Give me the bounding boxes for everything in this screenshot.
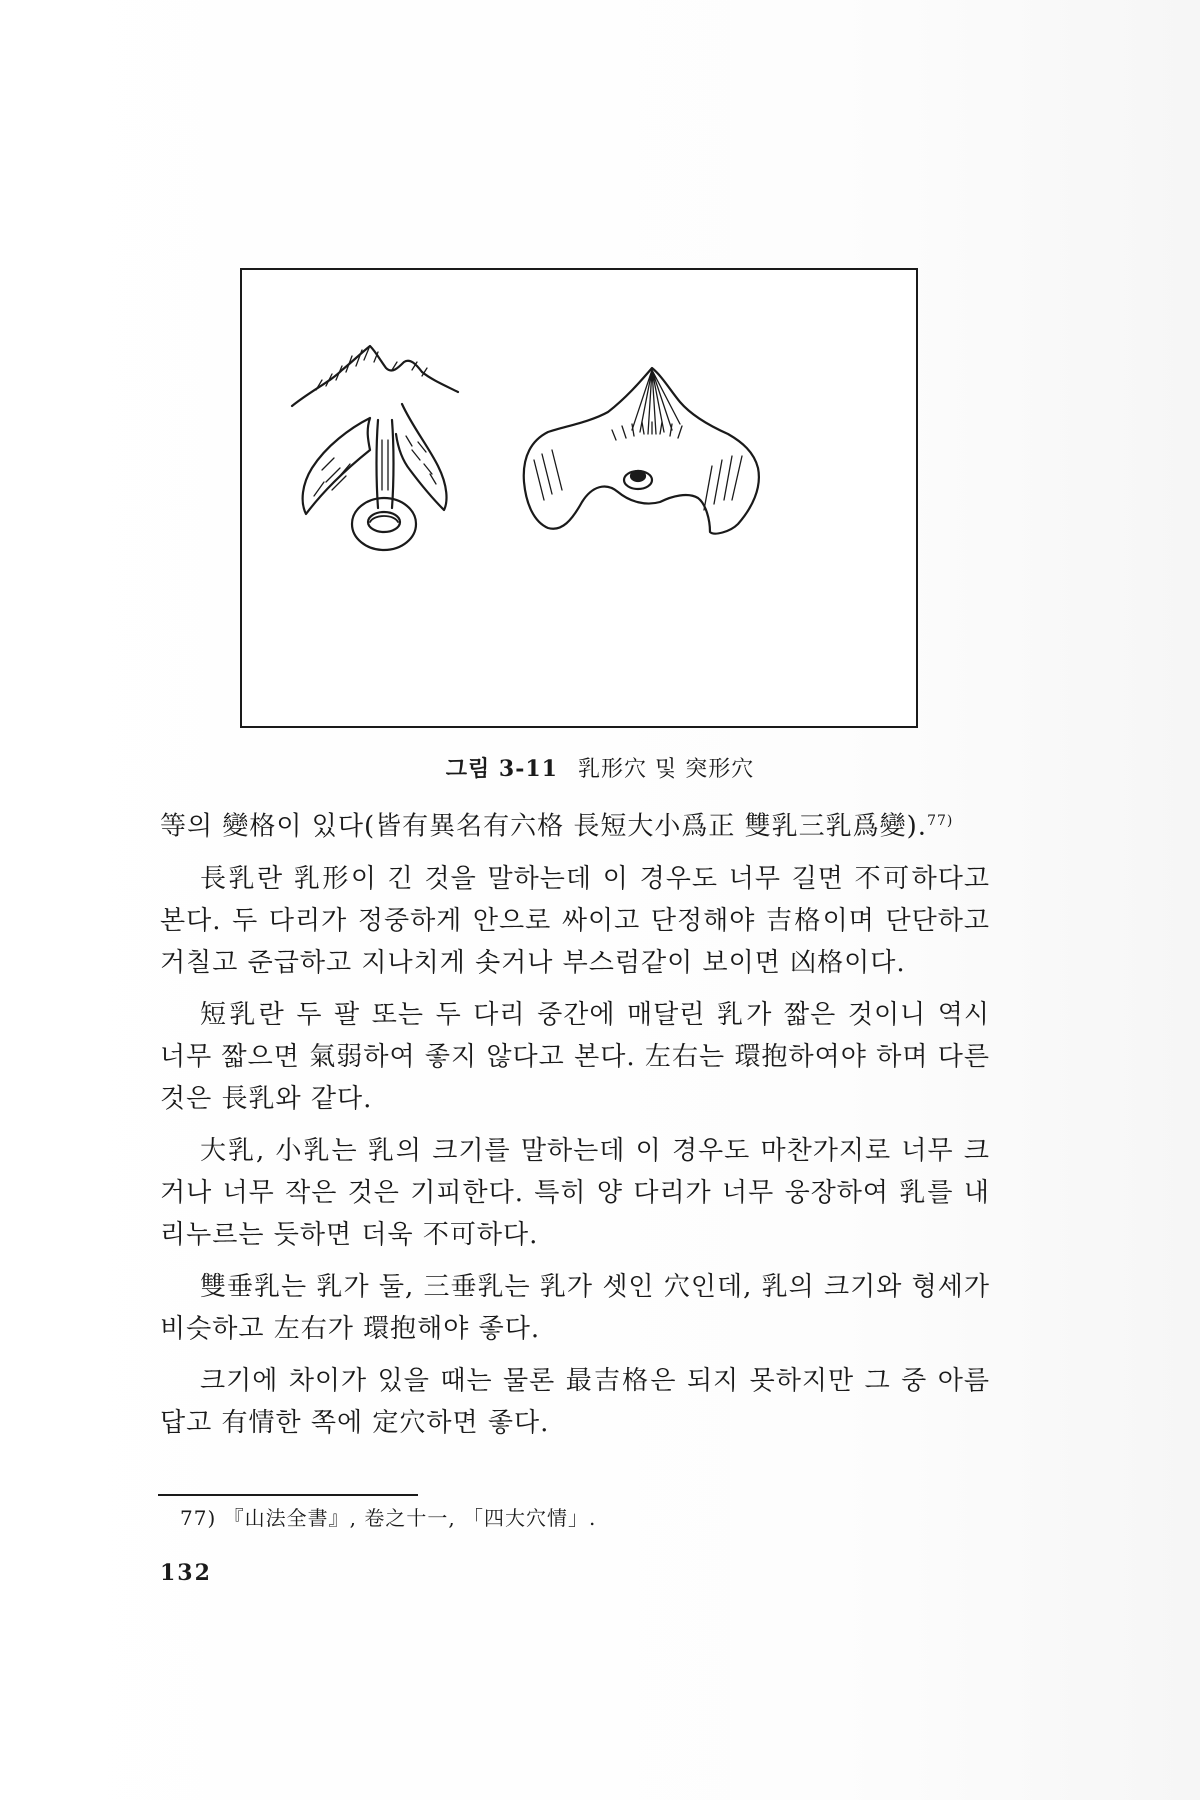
terrain-illustration <box>242 270 916 726</box>
footnote-divider <box>158 1494 418 1496</box>
paragraph-4: 大乳, 小乳는 乳의 크기를 말하는데 이 경우도 마찬가지로 너무 크거나 너무 작은 것은 기피한다. 특히 양 다리가 너무 웅장하여 乳를 내리누르는 듯하면 더욱 不可하다. <box>160 1135 990 1250</box>
paragraph-1-text: 等의 變格이 있다(皆有異名有六格 長短大小爲正 雙乳三乳爲變). <box>160 811 928 842</box>
left-cave-inner <box>368 512 400 532</box>
left-cave-outer <box>352 498 416 550</box>
right-arm <box>396 404 446 510</box>
left-mountain-hatching <box>316 348 427 390</box>
left-arm <box>303 418 370 514</box>
paragraph-5: 雙垂乳는 乳가 둘, 三垂乳는 乳가 셋인 穴인데, 乳의 크기와 형세가 비슷하고 左右가 環抱해야 좋다. <box>160 1271 990 1344</box>
left-mountain-outline <box>292 346 458 406</box>
left-arm-hatching <box>314 458 350 496</box>
paragraph-6: 크기에 차이가 있을 때는 물론 最吉格은 되지 못하지만 그 중 아름답고 有情한 쪽에 定穴하면 좋다. <box>160 1365 990 1438</box>
figure-caption <box>0 752 1200 783</box>
paragraph-3: 短乳란 두 팔 또는 두 다리 중간에 매달린 乳가 짧은 것이니 역시 너무 짧으면 氣弱하여 좋지 않다고 본다. 左右는 環抱하여야 하며 다른 것은 長乳와 같다. <box>160 999 990 1114</box>
body-text <box>160 800 990 1444</box>
right-cave-inner <box>631 471 645 481</box>
figure-title: 乳形穴 및 突形穴 <box>577 757 755 782</box>
right-arm-hatching <box>406 436 436 484</box>
footnote: 77) 『山法全書』, 卷之十一, 「四大穴情」. <box>180 1506 597 1530</box>
paragraph-1 <box>160 800 990 848</box>
right-mound-outline <box>524 368 759 534</box>
figure-number: 그림 3-11 <box>445 756 558 782</box>
footnote-reference: 77) <box>927 813 954 829</box>
page-number: 132 <box>160 1560 212 1586</box>
paragraph-2: 長乳란 乳形이 긴 것을 말하는데 이 경우도 너무 길면 不可하다고 본다. 두 다리가 정중하게 안으로 싸이고 단정해야 吉格이며 단단하고 거칠고 준급하고 지나치게 솟거나 부스럼같이 보이면 凶格이다. <box>160 863 990 978</box>
figure-frame <box>240 268 918 728</box>
central-stem <box>377 420 394 508</box>
